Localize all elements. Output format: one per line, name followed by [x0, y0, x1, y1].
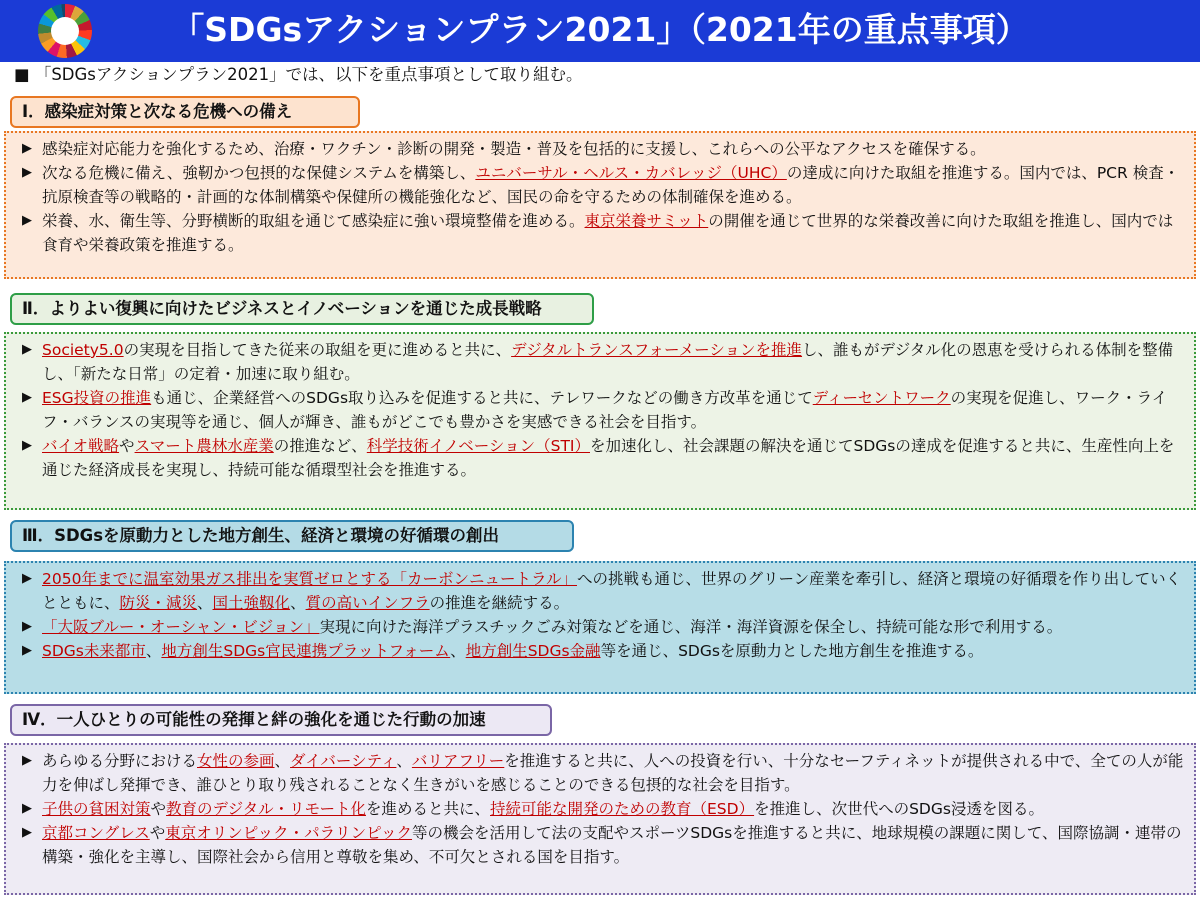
bullet-item [14, 639, 1186, 663]
bullet-arrow-icon: ▶ [22, 213, 32, 228]
highlighted-keyword: 国土強靱化 [212, 594, 291, 612]
bullet-text: 等を通じ、SDGsを原動力とした地方創生を推進する。 [600, 642, 984, 660]
bullet-text: や [149, 824, 166, 842]
bullet-item [14, 797, 1186, 821]
bullet-text: 栄養、水、衛生等、分野横断的取組を通じて感染症に強い環境整備を進める。 [42, 212, 585, 230]
bullet-item [14, 615, 1186, 639]
bullet-text: 実現に向けた海洋プラスチックごみ対策などを通じ、海洋・海洋資源を保全し、持続可能な形で利用する。 [319, 618, 1063, 636]
bullet-item [14, 567, 1186, 615]
section-1-heading: Ⅰ．感染症対策と次なる危機への備え [10, 96, 360, 128]
section-3-heading: Ⅲ．SDGsを原動力とした地方創生、経済と環境の好循環の創出 [10, 520, 574, 552]
bullet-text: の推進など、 [273, 437, 367, 455]
section-1-box [4, 131, 1196, 279]
bullet-arrow-icon: ▶ [22, 165, 32, 180]
bullet-arrow-icon: ▶ [22, 571, 32, 586]
bullet-text: の実現を目指してきた従来の取組を更に進めると共に、 [123, 341, 512, 359]
section-3-box [4, 561, 1196, 694]
page-title: 「SDGsアクションプラン2021」（2021年の重点事項） [171, 10, 1029, 49]
bullet-text: 等の機会を活用して法の支配やスポーツSDGsを推進すると共に、地球規模の課題に関して、国際協調・連帯の構築・強化を主導し、国際社会から信用と尊敬を集め、不可欠とされる国を目指す。 [42, 824, 1182, 866]
bullet-text: や [119, 437, 135, 455]
highlighted-keyword: ディーセントワーク [812, 389, 951, 407]
bullet-item [14, 338, 1186, 386]
bullet-arrow-icon: ▶ [22, 825, 32, 840]
highlighted-keyword: デジタルトランスフォーメーションを推進 [511, 341, 803, 359]
highlighted-keyword: 質の高いインフラ [305, 594, 430, 612]
bullet-arrow-icon: ▶ [22, 753, 32, 768]
bullet-arrow-icon: ▶ [22, 390, 32, 405]
bullet-arrow-icon: ▶ [22, 801, 32, 816]
bullet-text: や [150, 800, 167, 818]
highlighted-keyword: SDGs未来都市 [42, 642, 146, 660]
bullet-item [14, 137, 1186, 161]
highlighted-keyword: 京都コングレス [42, 824, 150, 842]
bullet-item [14, 386, 1186, 434]
bullet-text: を推進すると共に、人への投資を行い、十分なセーフティネットが提供される中で、全ての人が能力を伸ばし発揮でき、誰ひとり取り残されることなく生きがいを感じることのできる包摂的な社会を目指す。 [42, 752, 1184, 794]
bullet-item [14, 749, 1186, 797]
bullet-item [14, 161, 1186, 209]
bullet-arrow-icon: ▶ [22, 141, 32, 156]
bullet-arrow-icon: ▶ [22, 342, 32, 357]
highlighted-keyword: スマート農林水産業 [134, 437, 274, 455]
bullet-item [14, 209, 1186, 257]
highlighted-keyword: 科学技術イノベーション（STI） [366, 437, 590, 455]
bullet-text: への挑戦も通じ、世界のグリーン産業を牽引し、経済と環境の好循環を作り出していくとともに、 [42, 570, 1182, 612]
bullet-text: を進めると共に、 [365, 800, 490, 818]
section-4-box [4, 743, 1196, 895]
bullet-text: の達成に向けた取組を推進する。国内では、PCR 検査・抗原検査等の戦略的・計画的な体制構築や保健所の機能強化など、国民の命を守るための体制確保を進める。 [42, 164, 1180, 206]
intro-text: ■ 「SDGsアクションプラン2021」では、以下を重点事項として取り組む。 [14, 65, 583, 84]
section-2-heading: Ⅱ．よりよい復興に向けたビジネスとイノベーションを通じた成長戦略 [10, 293, 594, 325]
bullet-text: の開催を通じて世界的な栄養改善に向けた取組を推進し、国内では食育や栄養政策を推進する。 [42, 212, 1174, 254]
highlighted-keyword: バイオ戦略 [42, 437, 120, 455]
bullet-arrow-icon: ▶ [22, 619, 32, 634]
highlighted-keyword: 東京栄養サミット [584, 212, 709, 230]
header-bar [0, 0, 1200, 62]
bullet-text: 、 [450, 642, 466, 660]
bullet-text: 、 [396, 752, 412, 770]
bullet-arrow-icon: ▶ [22, 438, 32, 453]
bullet-item [14, 434, 1186, 482]
highlighted-keyword: 教育のデジタル・リモート化 [166, 800, 366, 818]
bullet-arrow-icon: ▶ [22, 643, 32, 658]
bullet-text: 、 [274, 752, 291, 770]
highlighted-keyword: ESG投資の推進 [42, 389, 152, 407]
bullet-text: を加速化し、社会課題の解決を通じてSDGsの達成を促進すると共に、生産性向上を通じた経済成長を実現し、持続可能な循環型社会を推進する。 [42, 437, 1175, 479]
highlighted-keyword: Society5.0 [42, 341, 124, 359]
highlighted-keyword: 「大阪ブルー・オーシャン・ビジョン」 [42, 618, 320, 636]
highlighted-keyword: 地方創生SDGs金融 [465, 642, 601, 660]
bullet-text: の推進を継続する。 [429, 594, 570, 612]
highlighted-keyword: ダイバーシティ [290, 752, 397, 770]
bullet-text: 、 [145, 642, 162, 660]
highlighted-keyword: 子供の貧困対策 [42, 800, 151, 818]
bullet-text: 、 [197, 594, 213, 612]
bullet-text: し、誰もがデジタル化の恩恵を受けられる体制を整備し、「新たな日常」の定着・加速に取り組む。 [42, 341, 1174, 383]
bullet-text: 次なる危機に備え、強靭かつ包摂的な保健システムを構築し、 [42, 164, 476, 182]
highlighted-keyword: 2050年までに温室効果ガス排出を実質ゼロとする「カーボンニュートラル」 [42, 570, 577, 588]
bullet-text: の実現を促進し、ワーク・ライフ・バランスの実現等を通じ、個人が輝き、誰もがどこでも豊かさを実感できる社会を目指す。 [42, 389, 1168, 431]
highlighted-keyword: 持続可能な開発のための教育（ESD） [490, 800, 755, 818]
bullet-text: あらゆる分野における [42, 752, 198, 770]
section-4-heading: Ⅳ．一人ひとりの可能性の発揮と絆の強化を通じた行動の加速 [10, 704, 552, 736]
highlighted-keyword: 防災・減災 [119, 594, 198, 612]
highlighted-keyword: 女性の参画 [197, 752, 275, 770]
highlighted-keyword: 地方創生SDGs官民連携プラットフォーム [161, 642, 451, 660]
bullet-item [14, 821, 1186, 869]
highlighted-keyword: ユニバーサル・ヘルス・カバレッジ（UHC） [475, 164, 787, 182]
bullet-text: を推進し、次世代へのSDGs浸透を図る。 [754, 800, 1044, 818]
highlighted-keyword: 東京オリンピック・パラリンピック [165, 824, 413, 842]
bullet-text: も通じ、企業経営へのSDGs取り込みを促進すると共に、テレワークなどの働き方改革を通じて [151, 389, 813, 407]
highlighted-keyword: バリアフリー [411, 752, 505, 770]
bullet-text: 、 [290, 594, 306, 612]
section-2-box [4, 332, 1196, 510]
bullet-text: 感染症対応能力を強化するため、治療・ワクチン・診断の開発・製造・普及を包括的に支援し、これらへの公平なアクセスを確保する。 [42, 140, 986, 158]
